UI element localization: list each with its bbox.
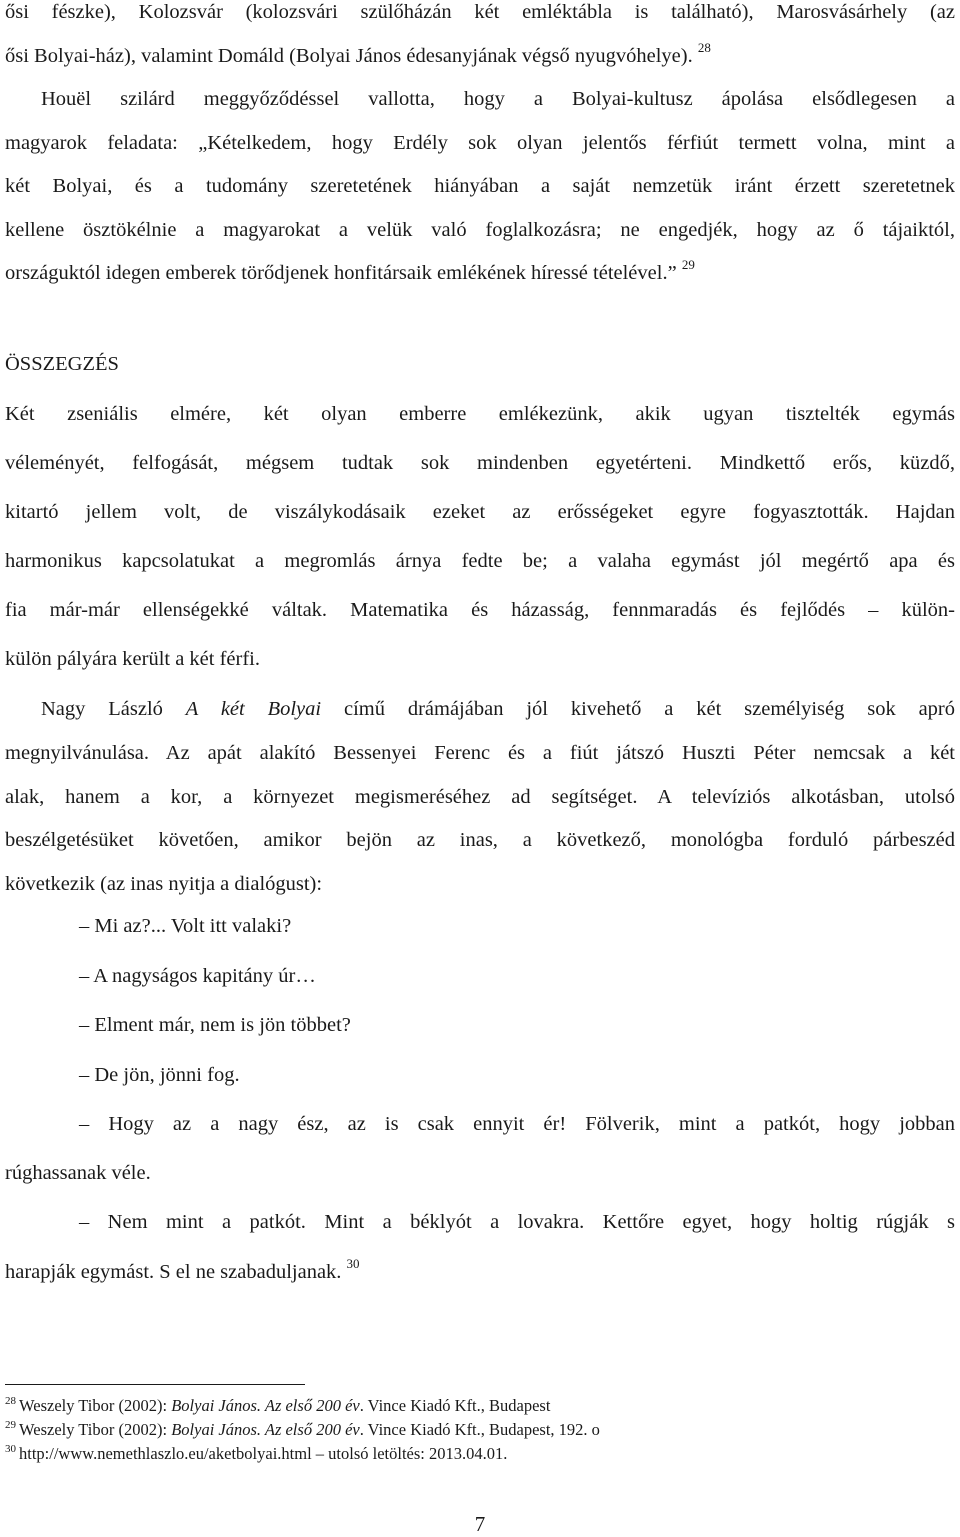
footnote-28: [5, 1396, 550, 1418]
dialogue-line: – De jön, jönni fog.: [79, 1064, 240, 1086]
paragraph-line: alak, hanem a kor, a környezet megismeréséhez ad segítséget. A televíziós alkotásban, utolsó: [5, 786, 955, 808]
text: . Vince Kiadó Kft., Budapest, 192. o: [359, 1420, 600, 1439]
text: harapják egymást. S el ne szabaduljanak.: [5, 1261, 342, 1283]
body-line: [5, 257, 955, 285]
body-line: ősi fészke), Kolozsvár (kolozsvári szülőházán két emléktábla is található), Marosvásárhely (az: [5, 1, 955, 23]
text: Weszely Tibor (2002):: [19, 1420, 172, 1439]
paragraph-line: következik (az inas nyitja a dialógust):: [5, 873, 323, 895]
paragraph-line: beszélgetésüket követően, amikor bejön az inas, a következő, monológba forduló párbeszéd: [5, 829, 955, 851]
footnote-number: 28: [5, 1395, 16, 1407]
summary-line: fia már-már ellenségekké váltak. Matematika és házasság, fennmaradás és fejlődés – külön-: [5, 599, 955, 621]
text: Bolyai János. Az első 200 év: [171, 1420, 360, 1439]
body-line-text: ősi Bolyai-ház), valamint Domáld (Bolyai János édesanyjának végső nyugvóhelye).: [5, 45, 693, 67]
footnote-number: 29: [5, 1419, 16, 1431]
dialogue-line: rúghassanak véle.: [5, 1162, 151, 1184]
play-title: A két Bolyai: [185, 698, 322, 720]
dialogue-line: [5, 1256, 955, 1284]
footnote-30: [5, 1444, 507, 1466]
footnote-ref-30[interactable]: 30: [346, 1256, 360, 1271]
dialogue-line: – Mi az?... Volt itt valaki?: [79, 915, 292, 937]
footnote-29: [5, 1420, 600, 1442]
dialogue-line: – Elment már, nem is jön többet?: [79, 1014, 351, 1036]
page-number: 7: [474, 1512, 486, 1536]
section-title: ÖSSZEGZÉS: [5, 353, 119, 375]
text: Weszely Tibor (2002):: [19, 1396, 172, 1415]
body-line: magyarok feladata: „Kételkedem, hogy Erdély sok olyan jelentős férfiút termett volna, mint a: [5, 132, 955, 154]
text: Bolyai János. Az első 200 év: [171, 1396, 360, 1415]
summary-line: kitartó jellem volt, de viszálykodásaik ezeket az erősségeket egyre fogyasztották. Hajdan: [5, 501, 955, 523]
body-line: kellene ösztökélnie a magyarokat a velük való foglalkozásra; ne engedjék, hogy az ő tájaiktól,: [5, 219, 955, 241]
footnote-link[interactable]: http://www.nemethlaszlo.eu/aketbolyai.html – utolsó letöltés: 2013.04.01.: [19, 1444, 508, 1463]
paragraph-line: [41, 697, 955, 721]
dialogue-line: – Hogy az a nagy ész, az is csak ennyit ér! Fölverik, mint a patkót, hogy jobban: [79, 1113, 955, 1135]
dialogue-line: – Nem mint a patkót. Mint a béklyót a lovakra. Kettőre egyet, hogy holtig rúgják s: [79, 1211, 955, 1233]
text: . Vince Kiadó Kft., Budapest: [359, 1396, 551, 1415]
body-line: két Bolyai, és a tudomány szeretetének hiányában a saját nemzetük iránt érzett szeretetnek: [5, 175, 955, 197]
text: című drámájában jól kivehető a két személyiség sok apró: [321, 698, 956, 720]
summary-line: külön pályára került a két férfi.: [5, 648, 260, 670]
summary-line: véleményét, felfogását, mégsem tudtak sok mindenben egyetérteni. Mindkettő erős, küzdő,: [5, 452, 955, 474]
footnote-ref-29[interactable]: 29: [681, 257, 695, 272]
dialogue-line: – A nagyságos kapitány úr…: [79, 965, 316, 987]
text: Nagy László: [41, 698, 186, 720]
footnote-ref-28[interactable]: 28: [697, 40, 711, 55]
body-line-text: országuktól idegen emberek törődjenek honfitársaik emlékének híressé tételével.”: [5, 262, 677, 284]
footnote-number: 30: [5, 1443, 16, 1455]
paragraph-line: megnyilvánulása. Az apát alakító Bessenyei Ferenc és a fiút játszó Huszti Péter nemcsak a két: [5, 742, 955, 764]
summary-line: Két zseniális elmére, két olyan emberre emlékezünk, akik ugyan tisztelték egymás: [5, 403, 955, 425]
summary-line: harmonikus kapcsolatukat a megromlás árnya fedte be; a valaha egymást jól megértő apa és: [5, 550, 955, 572]
footnote-separator: [5, 1384, 305, 1385]
body-line: Houël szilárd meggyőződéssel vallotta, hogy a Bolyai-kultusz ápolása elsődlegesen a: [41, 88, 955, 110]
body-line: [5, 40, 955, 68]
